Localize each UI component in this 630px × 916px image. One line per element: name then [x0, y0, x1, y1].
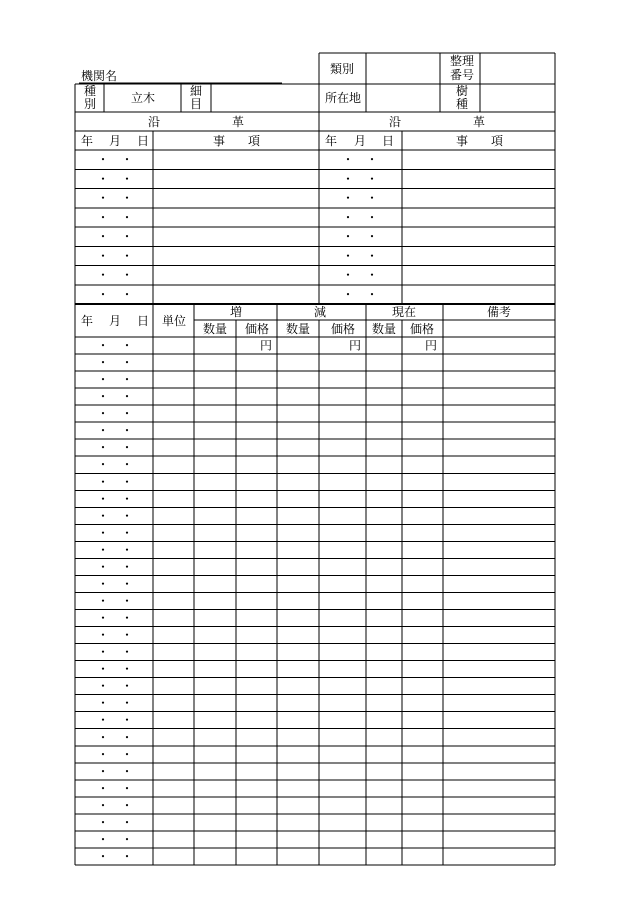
history-col-item-left-2: 項 — [248, 134, 261, 148]
ledger-date[interactable]: ・ ・ — [97, 457, 134, 472]
ledger-date[interactable]: ・ ・ — [97, 423, 134, 438]
kind-label-2: 別 — [84, 97, 97, 111]
location-label: 所在地 — [325, 91, 362, 105]
ref-number-label-2: 番号 — [450, 68, 475, 82]
history-date-left[interactable]: ・ ・ — [97, 191, 134, 206]
history-date-right[interactable]: ・ ・ — [342, 248, 379, 263]
ledger-date[interactable]: ・ ・ — [97, 662, 134, 677]
ledger-decrease-quantity: 数量 — [286, 322, 311, 336]
ledger-date[interactable]: ・ ・ — [97, 525, 134, 540]
history-col-day-right: 日 — [382, 134, 395, 148]
ledger-current-quantity: 数量 — [372, 322, 397, 336]
history-date-left[interactable]: ・ ・ — [97, 210, 134, 225]
ledger-date[interactable]: ・ ・ — [97, 440, 134, 455]
ledger-increase-quantity: 数量 — [203, 322, 228, 336]
history-title-right-2: 革 — [473, 115, 486, 129]
ledger-section — [75, 304, 555, 865]
ref-number-label-1: 整理 — [450, 54, 475, 68]
history-date-right[interactable]: ・ ・ — [342, 152, 379, 167]
ledger-group-decrease: 減 — [314, 305, 327, 319]
ledger-rows — [75, 339, 555, 865]
ledger-date[interactable]: ・ ・ — [97, 491, 134, 506]
ledger-col-remarks: 備考 — [487, 305, 512, 319]
ledger-date[interactable]: ・ ・ — [97, 645, 134, 660]
ledger-increase-price: 価格 — [245, 322, 270, 336]
history-date-right[interactable]: ・ ・ — [342, 229, 379, 244]
species-label-2: 種 — [456, 97, 469, 111]
history-section — [75, 112, 555, 304]
ledger-date[interactable]: ・ ・ — [97, 696, 134, 711]
history-date-right[interactable]: ・ ・ — [342, 210, 379, 225]
ledger-col-day: 日 — [137, 314, 150, 328]
history-col-year-right: 年 — [325, 134, 338, 148]
kind-label-1: 種 — [84, 84, 97, 98]
history-col-month-right: 月 — [354, 134, 367, 148]
ledger-group-current: 現在 — [392, 305, 417, 319]
ledger-current-price: 価格 — [410, 322, 435, 336]
history-title-left-2: 革 — [232, 115, 245, 129]
history-date-left[interactable]: ・ ・ — [97, 268, 134, 283]
ledger-decrease-price: 価格 — [331, 322, 356, 336]
history-date-right[interactable]: ・ ・ — [342, 191, 379, 206]
ledger-col-year: 年 — [81, 314, 94, 328]
detail-label-2: 目 — [190, 97, 203, 111]
org-name-label: 機関名 — [81, 69, 118, 83]
ledger-date[interactable]: ・ ・ — [97, 508, 134, 523]
ledger-date[interactable]: ・ ・ — [97, 611, 134, 626]
ledger-col-unit: 単位 — [162, 314, 187, 328]
ledger-col-month: 月 — [109, 314, 122, 328]
history-date-right[interactable]: ・ ・ — [342, 171, 379, 186]
ledger-date[interactable]: ・ ・ — [97, 781, 134, 796]
ledger-group-increase: 増 — [230, 305, 243, 319]
history-date-left[interactable]: ・ ・ — [97, 171, 134, 186]
history-col-item-right-1: 事 — [456, 134, 469, 148]
history-rows — [75, 153, 555, 302]
ledger-date[interactable]: ・ ・ — [97, 576, 134, 591]
ledger-date[interactable]: ・ ・ — [97, 832, 134, 847]
detail-label-1: 細 — [190, 84, 203, 98]
species-label-1: 樹 — [456, 84, 469, 98]
history-date-right[interactable]: ・ ・ — [342, 287, 379, 302]
increase-price-currency: 円 — [260, 338, 273, 353]
ledger-date[interactable]: ・ ・ — [97, 474, 134, 489]
ledger-date[interactable]: ・ ・ — [97, 559, 134, 574]
ledger-date[interactable]: ・ ・ — [97, 764, 134, 779]
category-label: 類別 — [330, 62, 355, 76]
ledger-date[interactable]: ・ ・ — [97, 372, 134, 387]
ledger-date[interactable]: ・ ・ — [97, 542, 134, 557]
ledger-date[interactable]: ・ ・ — [97, 389, 134, 404]
current-price-currency: 円 — [425, 338, 438, 353]
ledger-date[interactable]: ・ ・ — [97, 798, 134, 813]
ledger-date[interactable]: ・ ・ — [97, 849, 134, 864]
history-date-left[interactable]: ・ ・ — [97, 152, 134, 167]
ledger-date[interactable]: ・ ・ — [97, 815, 134, 830]
header-section — [75, 53, 555, 112]
history-date-left[interactable]: ・ ・ — [97, 229, 134, 244]
decrease-price-currency: 円 — [349, 338, 362, 353]
kind-value[interactable]: 立木 — [131, 91, 156, 105]
ledger-date[interactable]: ・ ・ — [97, 628, 134, 643]
ledger-date[interactable]: ・ ・ — [97, 338, 134, 353]
history-date-left[interactable]: ・ ・ — [97, 248, 134, 263]
ledger-date[interactable]: ・ ・ — [97, 594, 134, 608]
ledger-date[interactable]: ・ ・ — [97, 406, 134, 421]
history-col-item-right-2: 項 — [491, 134, 504, 148]
history-title-right-1: 沿 — [389, 115, 402, 129]
ledger-date[interactable]: ・ ・ — [97, 730, 134, 745]
history-col-month-left: 月 — [109, 134, 122, 148]
history-date-left[interactable]: ・ ・ — [97, 287, 134, 302]
ledger-date[interactable]: ・ ・ — [97, 355, 134, 370]
history-title-left-1: 沿 — [148, 115, 161, 129]
history-col-item-left-1: 事 — [213, 134, 226, 148]
ledger-date[interactable]: ・ ・ — [97, 747, 134, 762]
ledger-date[interactable]: ・ ・ — [97, 713, 134, 728]
history-col-year-left: 年 — [81, 134, 94, 148]
history-date-right[interactable]: ・ ・ — [342, 268, 379, 283]
ledger-date[interactable]: ・ ・ — [97, 679, 134, 694]
history-col-day-left: 日 — [137, 134, 150, 148]
